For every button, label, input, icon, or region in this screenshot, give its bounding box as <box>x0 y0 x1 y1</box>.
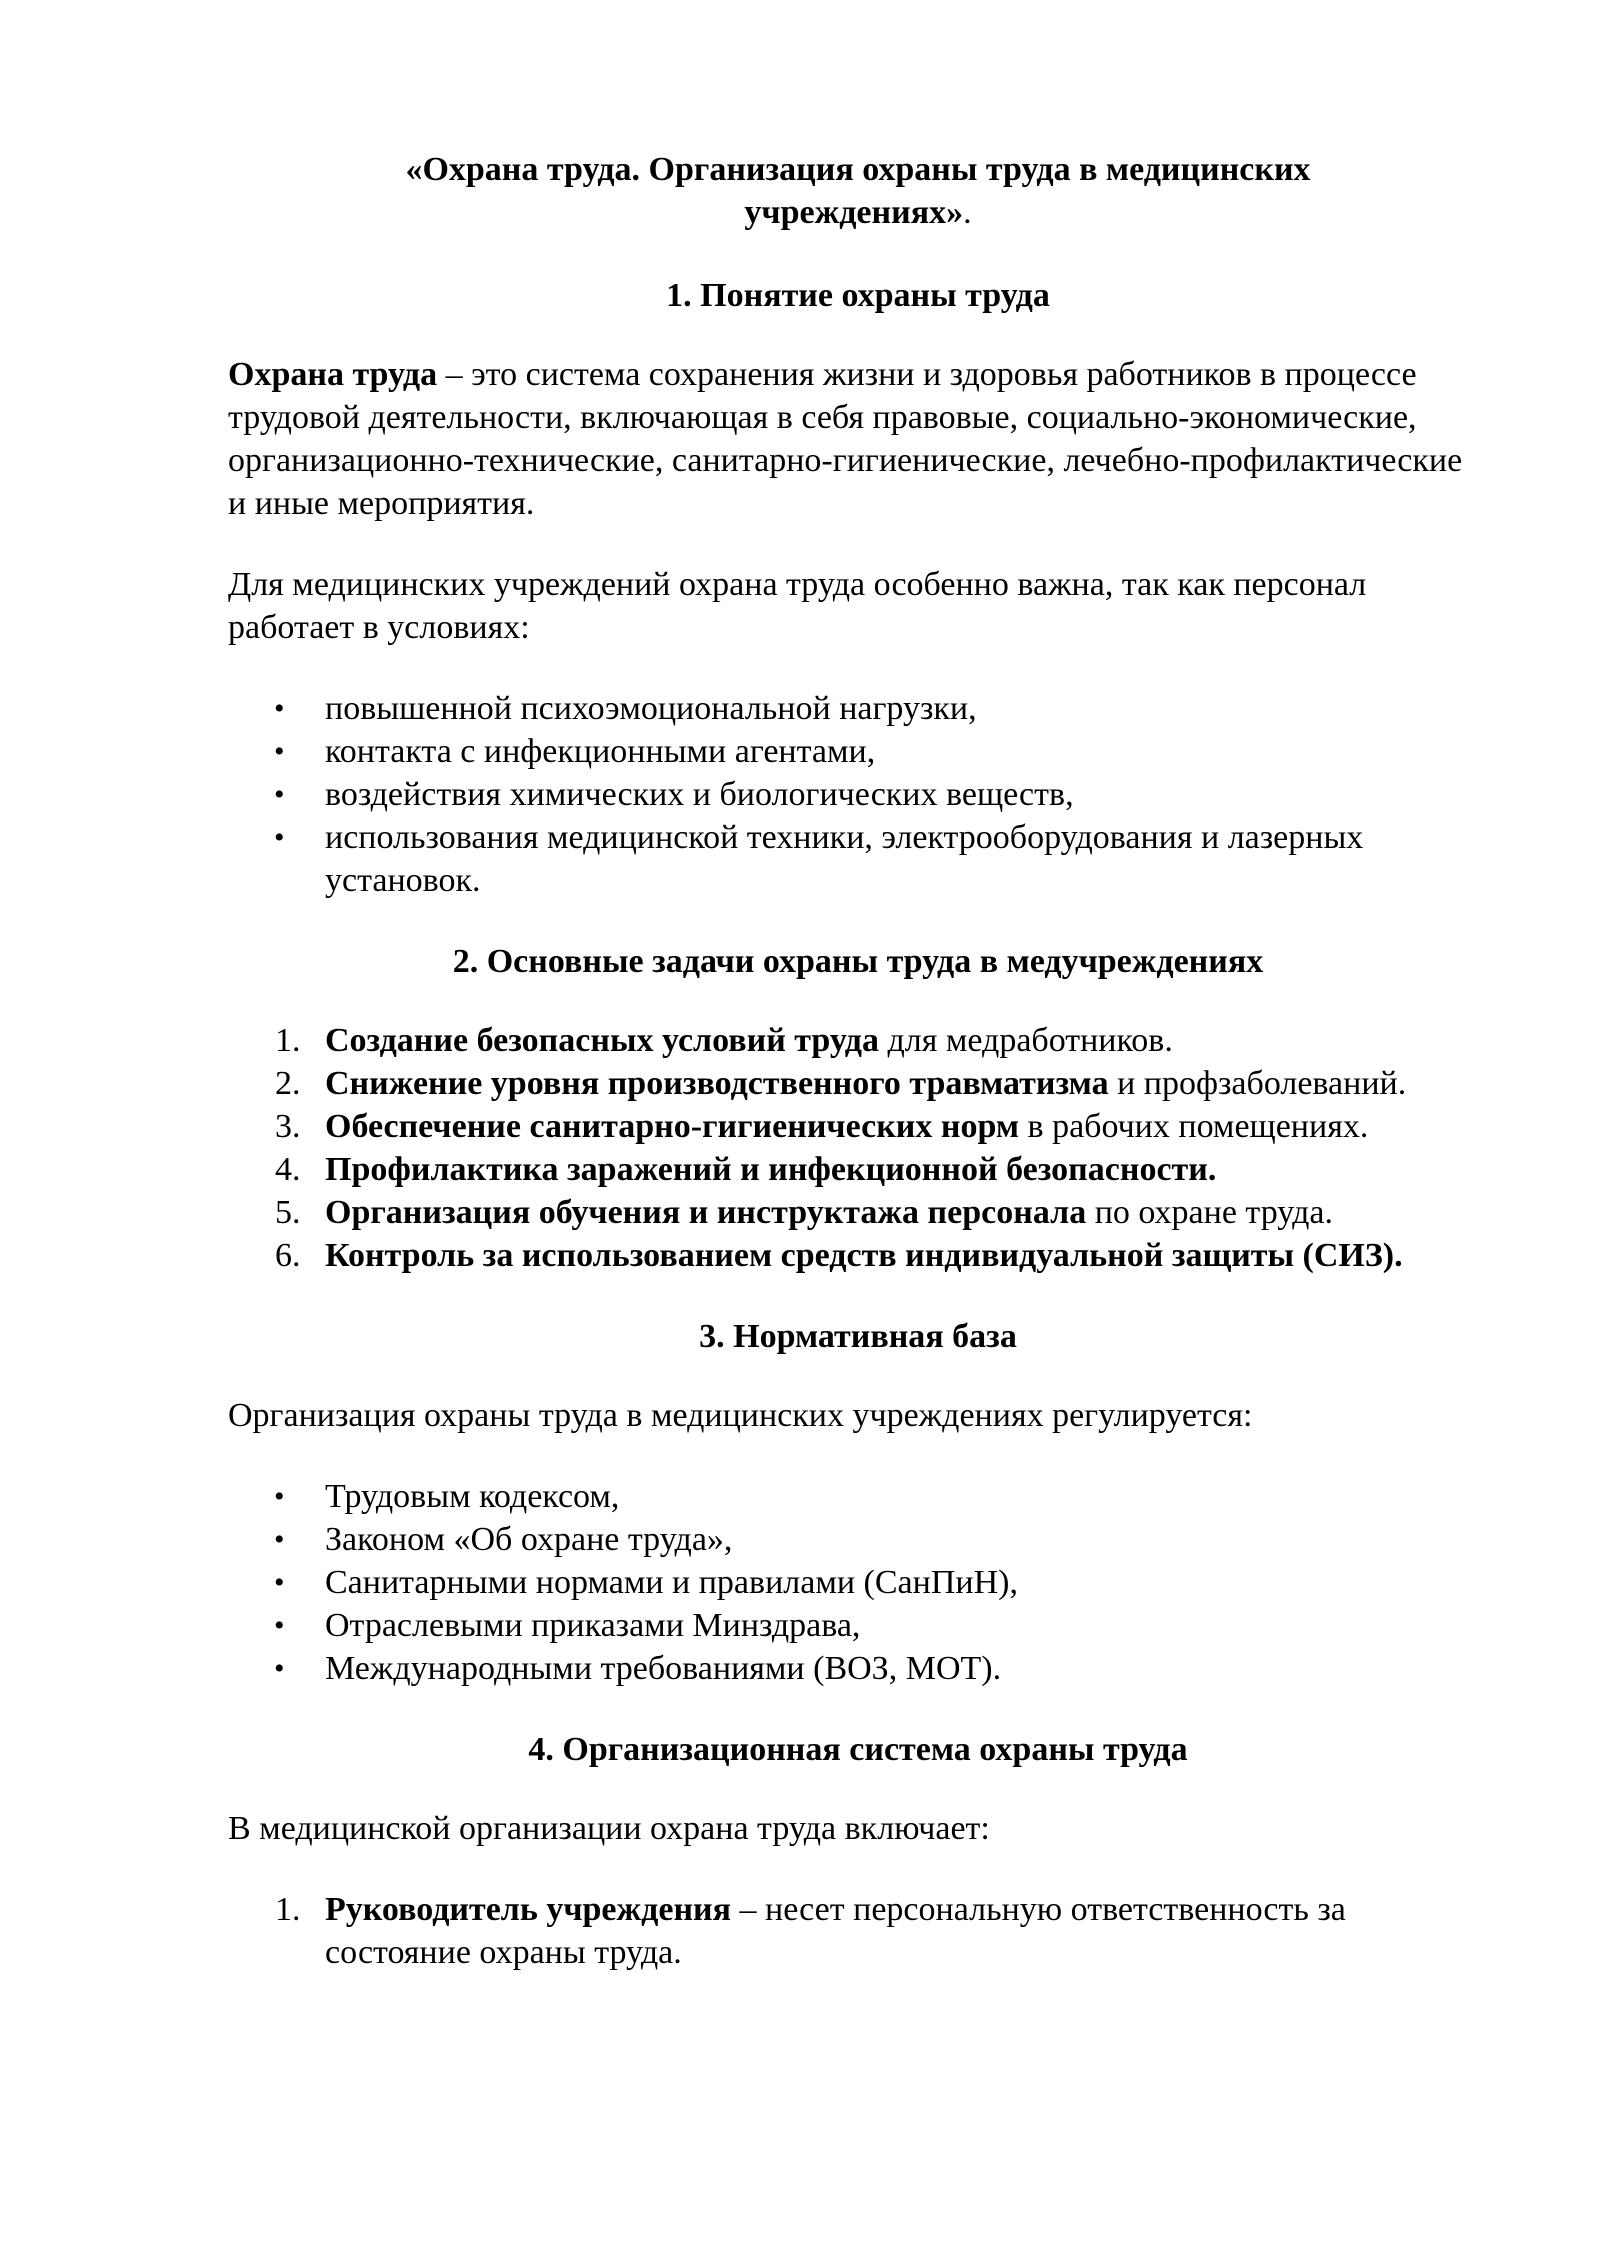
document-title-text: «Охрана труда. Организация охраны труда в медицинских учреждениях» <box>405 151 1311 231</box>
number-marker: 6. <box>275 1237 301 1274</box>
number-marker: 4. <box>275 1151 301 1188</box>
bullet-marker: • <box>274 821 285 854</box>
section-4-structure-list <box>228 1888 1488 1974</box>
list-item-text: Законом «Об охране труда», <box>325 1521 733 1558</box>
number-marker: 1. <box>275 1891 301 1928</box>
number-marker: 1. <box>275 1022 301 1059</box>
list-item-text: для медработников. <box>878 1022 1173 1059</box>
list-item-bold-text: Профилактика заражений и инфекционной безопасности. <box>325 1151 1217 1188</box>
list-item-text: Трудовым кодексом, <box>325 1478 620 1515</box>
number-marker: 5. <box>275 1194 301 1231</box>
bullet-marker: • <box>274 1652 285 1685</box>
list-item <box>228 1191 1488 1234</box>
list-item-text: Санитарными нормами и правилами (СанПиН), <box>325 1564 1018 1601</box>
list-item <box>228 773 1488 816</box>
list-item <box>228 1019 1488 1062</box>
bullet-marker: • <box>274 1523 285 1556</box>
list-item <box>228 1518 1488 1561</box>
list-item <box>228 1148 1488 1191</box>
bullet-marker: • <box>274 735 285 768</box>
number-marker: 2. <box>275 1065 301 1102</box>
section-3-intro-paragraph: Организация охраны труда в медицинских учреждениях регулируется: <box>228 1397 1253 1434</box>
list-item <box>228 1234 1488 1277</box>
section-4-intro-paragraph: В медицинской организации охрана труда включает: <box>228 1810 990 1847</box>
section-1-importance-paragraph: Для медицинских учреждений охрана труда особенно важна, так как персонал работает в условиях: <box>228 566 1367 646</box>
section-3-heading: 3. Нормативная база <box>699 1318 1017 1355</box>
number-marker: 3. <box>275 1108 301 1145</box>
list-item-text: использования медицинской техники, электрооборудования и лазерных установок. <box>325 819 1364 899</box>
list-item-bold-text: Руководитель учреждения <box>325 1891 732 1928</box>
bullet-marker: • <box>274 692 285 725</box>
section-2-heading: 2. Основные задачи охраны труда в медучреждениях <box>452 943 1264 980</box>
section-1-definition-paragraph <box>228 353 1488 525</box>
list-item <box>228 1105 1488 1148</box>
list-item <box>228 816 1488 902</box>
list-item-bold-text: Организация обучения и инструктажа персонала <box>325 1194 1087 1231</box>
list-item-text: и профзаболеваний. <box>1108 1065 1407 1102</box>
bullet-marker: • <box>274 1609 285 1642</box>
list-item-text: – несет персональную ответственность за состояние охраны труда. <box>325 1891 1346 1971</box>
list-item-text: в рабочих помещениях. <box>1019 1108 1369 1145</box>
list-item <box>228 687 1488 730</box>
list-item <box>228 730 1488 773</box>
list-item-bold-text: Обеспечение санитарно-гигиенических норм <box>325 1108 1020 1145</box>
definition-text: – это система сохранения жизни и здоровья работников в процессе трудовой деятельности, включающая в себя правовые, социально-экономические, организационно-технические, санитарно-гигиенические, лечебно-профилактические и иные мероприятия. <box>228 356 1463 522</box>
list-item <box>228 1888 1488 1974</box>
list-item-bold-text: Контроль за использованием средств индивидуальной защиты (СИЗ). <box>325 1237 1403 1274</box>
section-1-heading: 1. Понятие охраны труда <box>666 277 1050 314</box>
document-title-period: . <box>963 194 972 231</box>
list-item-text: контакта с инфекционными агентами, <box>325 733 876 770</box>
list-item-text: Отраслевыми приказами Минздрава, <box>325 1607 861 1644</box>
definition-term: Охрана труда <box>228 356 438 393</box>
section-4-heading: 4. Организационная система охраны труда <box>528 1731 1188 1768</box>
bullet-marker: • <box>274 1480 285 1513</box>
bullet-marker: • <box>274 1566 285 1599</box>
list-item-text: повышенной психоэмоциональной нагрузки, <box>325 690 977 727</box>
list-item-bold-text: Создание безопасных условий труда <box>325 1022 879 1059</box>
bullet-marker: • <box>274 778 285 811</box>
list-item-text: воздействия химических и биологических веществ, <box>325 776 1074 813</box>
list-item-bold-text: Снижение уровня производственного травматизма <box>325 1065 1109 1102</box>
list-item <box>228 1475 1488 1518</box>
list-item-text: по охране труда. <box>1086 1194 1334 1231</box>
section-1-conditions-list <box>228 687 1488 902</box>
section-2-tasks-list <box>228 1019 1488 1277</box>
section-3-regulations-list <box>228 1475 1488 1690</box>
list-item <box>228 1561 1488 1604</box>
list-item <box>228 1062 1488 1105</box>
document-title <box>228 148 1488 234</box>
list-item <box>228 1647 1488 1690</box>
list-item <box>228 1604 1488 1647</box>
list-item-text: Международными требованиями (ВОЗ, МОТ). <box>325 1650 1002 1687</box>
